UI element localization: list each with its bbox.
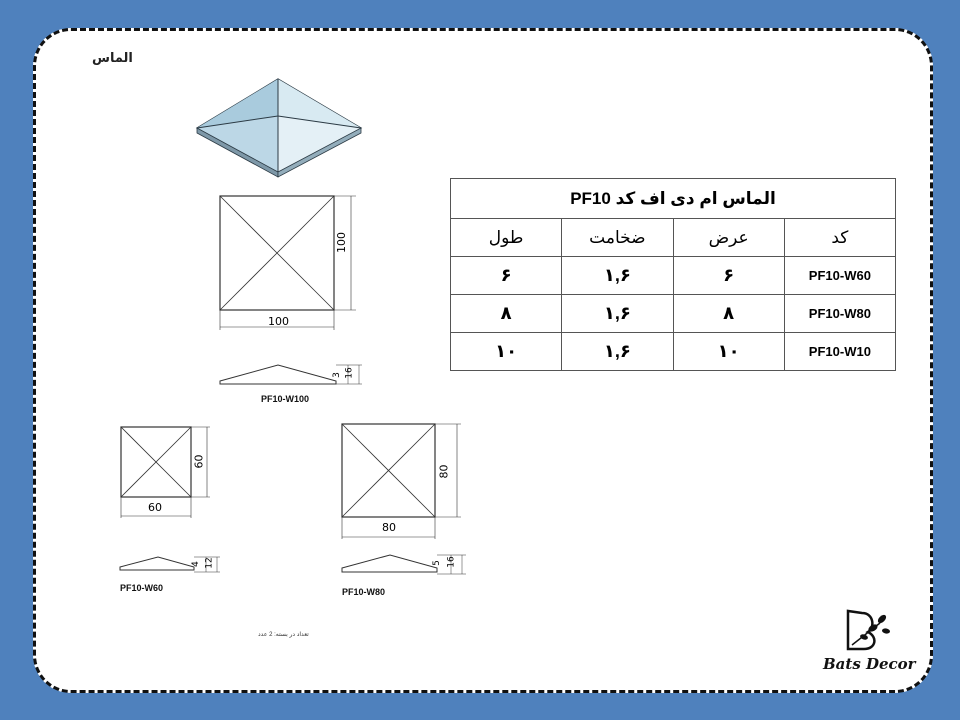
w100-profile-dim-2: 16 — [344, 367, 355, 379]
row-thickness: ۱,۶ — [562, 333, 673, 371]
w60-top-view — [116, 422, 216, 522]
table-heading-row — [451, 179, 896, 219]
w80-profile-dim-2: 16 — [446, 556, 457, 568]
row-code: PF10-W80 — [784, 295, 895, 333]
package-note: تعداد در بسته: 2 عدد — [258, 632, 309, 638]
w60-label: PF10-W60 — [120, 583, 164, 593]
row-length: ۱۰ — [451, 333, 562, 371]
w80-top-view — [337, 419, 467, 543]
w100-profile — [218, 360, 364, 390]
table-header-row — [451, 219, 896, 257]
table-row — [451, 295, 896, 333]
row-width: ۸ — [673, 295, 784, 333]
w80-profile-dim-1: 5 — [431, 560, 442, 566]
bats-decor-logo-icon — [842, 607, 894, 655]
w100-width-dim: 100 — [268, 315, 289, 328]
col-thickness-header: ضخامت — [562, 219, 673, 257]
row-thickness: ۱,۶ — [562, 257, 673, 295]
page-title: الماس — [92, 50, 133, 65]
logo-text: Bats Decor — [823, 655, 916, 673]
pyramid-render — [194, 76, 364, 178]
w60-width-dim: 60 — [148, 501, 162, 514]
row-width: ۱۰ — [673, 333, 784, 371]
table-heading: الماس ام دی اف کد PF10 — [451, 179, 896, 219]
row-width: ۶ — [673, 257, 784, 295]
w100-top-view — [214, 190, 364, 336]
table-row — [451, 257, 896, 295]
w80-label: PF10-W80 — [342, 587, 386, 597]
col-code-header: کد — [784, 219, 895, 257]
w80-height-dim: 80 — [437, 464, 451, 479]
table-row — [451, 333, 896, 371]
w100-label: PF10-W100 — [261, 394, 310, 404]
col-length-header: طول — [451, 219, 562, 257]
row-code: PF10-W10 — [784, 333, 895, 371]
spec-table — [450, 178, 896, 371]
row-length: ۶ — [451, 257, 562, 295]
w100-profile-dim-1: 3 — [331, 372, 342, 378]
row-thickness: ۱,۶ — [562, 295, 673, 333]
w60-height-dim: 60 — [192, 454, 206, 469]
col-width-header: عرض — [673, 219, 784, 257]
w60-profile-dim-1: 4 — [190, 561, 201, 567]
row-length: ۸ — [451, 295, 562, 333]
row-code: PF10-W60 — [784, 257, 895, 295]
w60-profile-dim-2: 12 — [204, 557, 215, 569]
w100-height-dim: 100 — [335, 232, 348, 253]
w80-width-dim: 80 — [382, 521, 396, 534]
